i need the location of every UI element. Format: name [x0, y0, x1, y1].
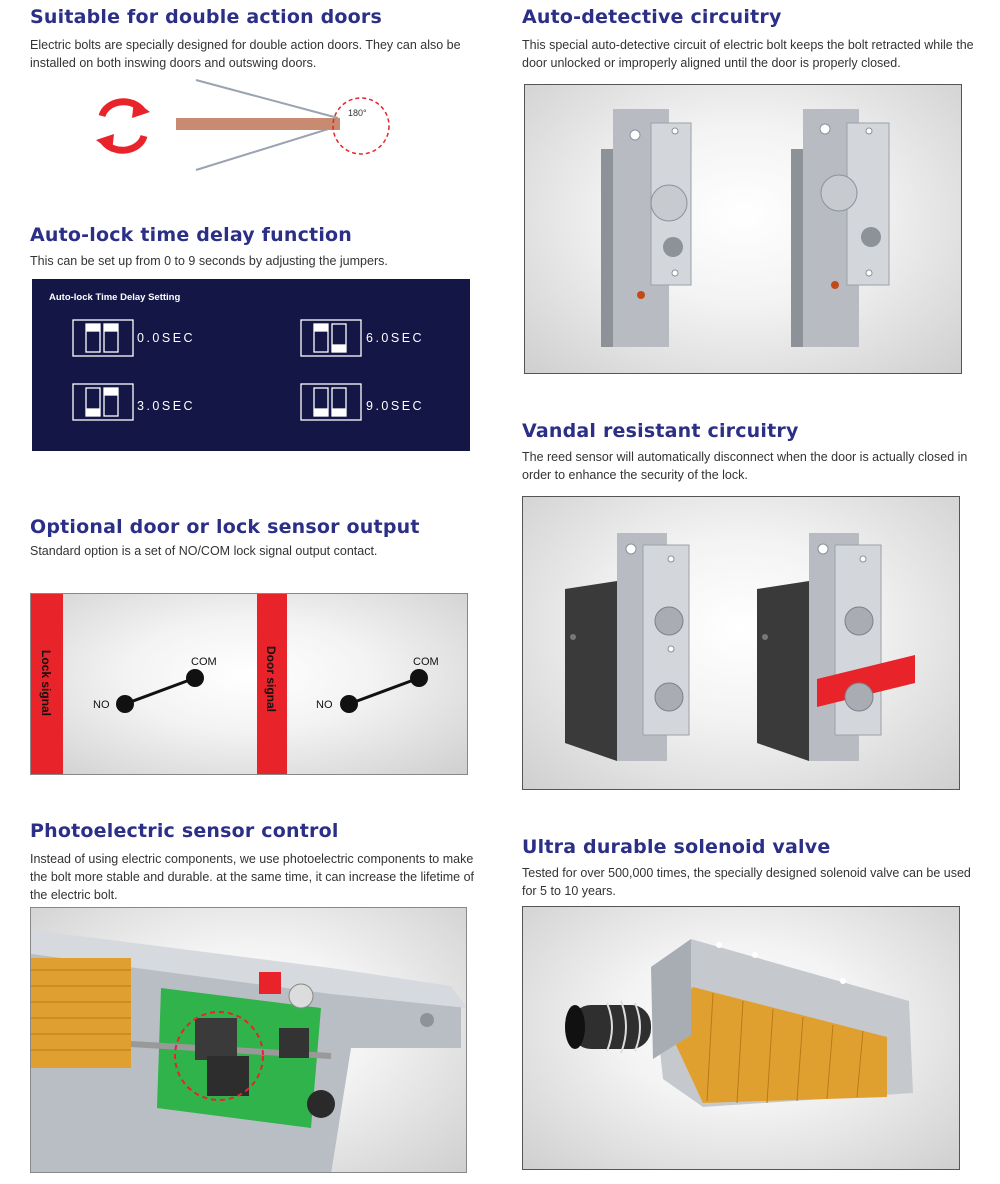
jumper-3-icon — [73, 384, 133, 420]
double-action-title: Suitable for double action doors — [30, 6, 382, 28]
time-delay-title: Auto-lock time delay function — [30, 224, 353, 246]
door-signal-label: Door signal — [264, 646, 278, 713]
bolt-right — [757, 533, 915, 761]
solenoid-section — [522, 836, 982, 900]
jumper-0-icon — [73, 320, 133, 356]
time-delay-panel-title: Auto-lock Time Delay Setting — [49, 292, 181, 303]
com-label: COM — [413, 656, 439, 668]
rotate-arrows-icon — [96, 100, 150, 152]
sensor-output-diagram — [30, 593, 468, 775]
vandal-title: Vandal resistant circuitry — [522, 420, 799, 442]
no-label: NO — [316, 699, 333, 711]
door-bar — [176, 118, 340, 130]
photoelectric-image — [30, 907, 467, 1173]
lock-signal-label: Lock signal — [39, 650, 53, 717]
jumper-9-icon — [301, 384, 361, 420]
solenoid-title: Ultra durable solenoid valve — [522, 836, 831, 858]
setting-label: 6.0SEC — [366, 331, 425, 345]
jumper-6-icon — [301, 320, 361, 356]
photoelectric-section — [30, 820, 490, 904]
setting-label: 3.0SEC — [137, 399, 196, 413]
bolt-left — [601, 109, 691, 347]
sensor-output-title: Optional door or lock sensor output — [30, 516, 420, 538]
auto-detective-image — [524, 84, 962, 374]
setting-label: 0.0SEC — [137, 331, 196, 345]
setting-label: 9.0SEC — [366, 399, 425, 413]
bolt-right — [791, 109, 889, 347]
double-action-section — [30, 6, 490, 72]
auto-detective-title: Auto-detective circuitry — [522, 6, 782, 28]
vandal-text: The reed sensor will automatically disconnect when the door is actually closed in order to enhance the security of the lock. — [522, 450, 968, 482]
vandal-section — [522, 420, 982, 484]
vandal-image — [522, 496, 960, 790]
double-action-diagram — [80, 76, 410, 176]
time-delay-panel — [32, 279, 470, 451]
no-label: NO — [93, 699, 110, 711]
solenoid-image — [522, 906, 960, 1170]
sensor-output-section — [30, 516, 490, 560]
solenoid-text: Tested for over 500,000 times, the specially designed solenoid valve can be used for 5 to 10 years. — [522, 866, 971, 898]
auto-detective-text: This special auto-detective circuit of electric bolt keeps the bolt retracted while the door unlocked or improperly aligned until the door is properly closed. — [522, 38, 974, 70]
angle-circle — [333, 98, 389, 154]
time-delay-text: This can be set up from 0 to 9 seconds by adjusting the jumpers. — [30, 254, 388, 268]
com-label: COM — [191, 656, 217, 668]
bolt-left — [565, 533, 689, 761]
double-action-text: Electric bolts are specially designed for double action doors. They can also be installed on both inswing doors and outswing doors. — [30, 38, 461, 70]
time-delay-section — [30, 224, 490, 270]
photoelectric-text: Instead of using electric components, we use photoelectric components to make the bolt more stable and durable. at the same time, it can increase the lifetime of the electric bolt. — [30, 852, 474, 902]
angle-label: 180° — [348, 108, 367, 118]
photoelectric-title: Photoelectric sensor control — [30, 820, 339, 842]
sensor-output-text: Standard option is a set of NO/COM lock signal output contact. — [30, 544, 378, 558]
auto-detective-section — [522, 6, 982, 72]
